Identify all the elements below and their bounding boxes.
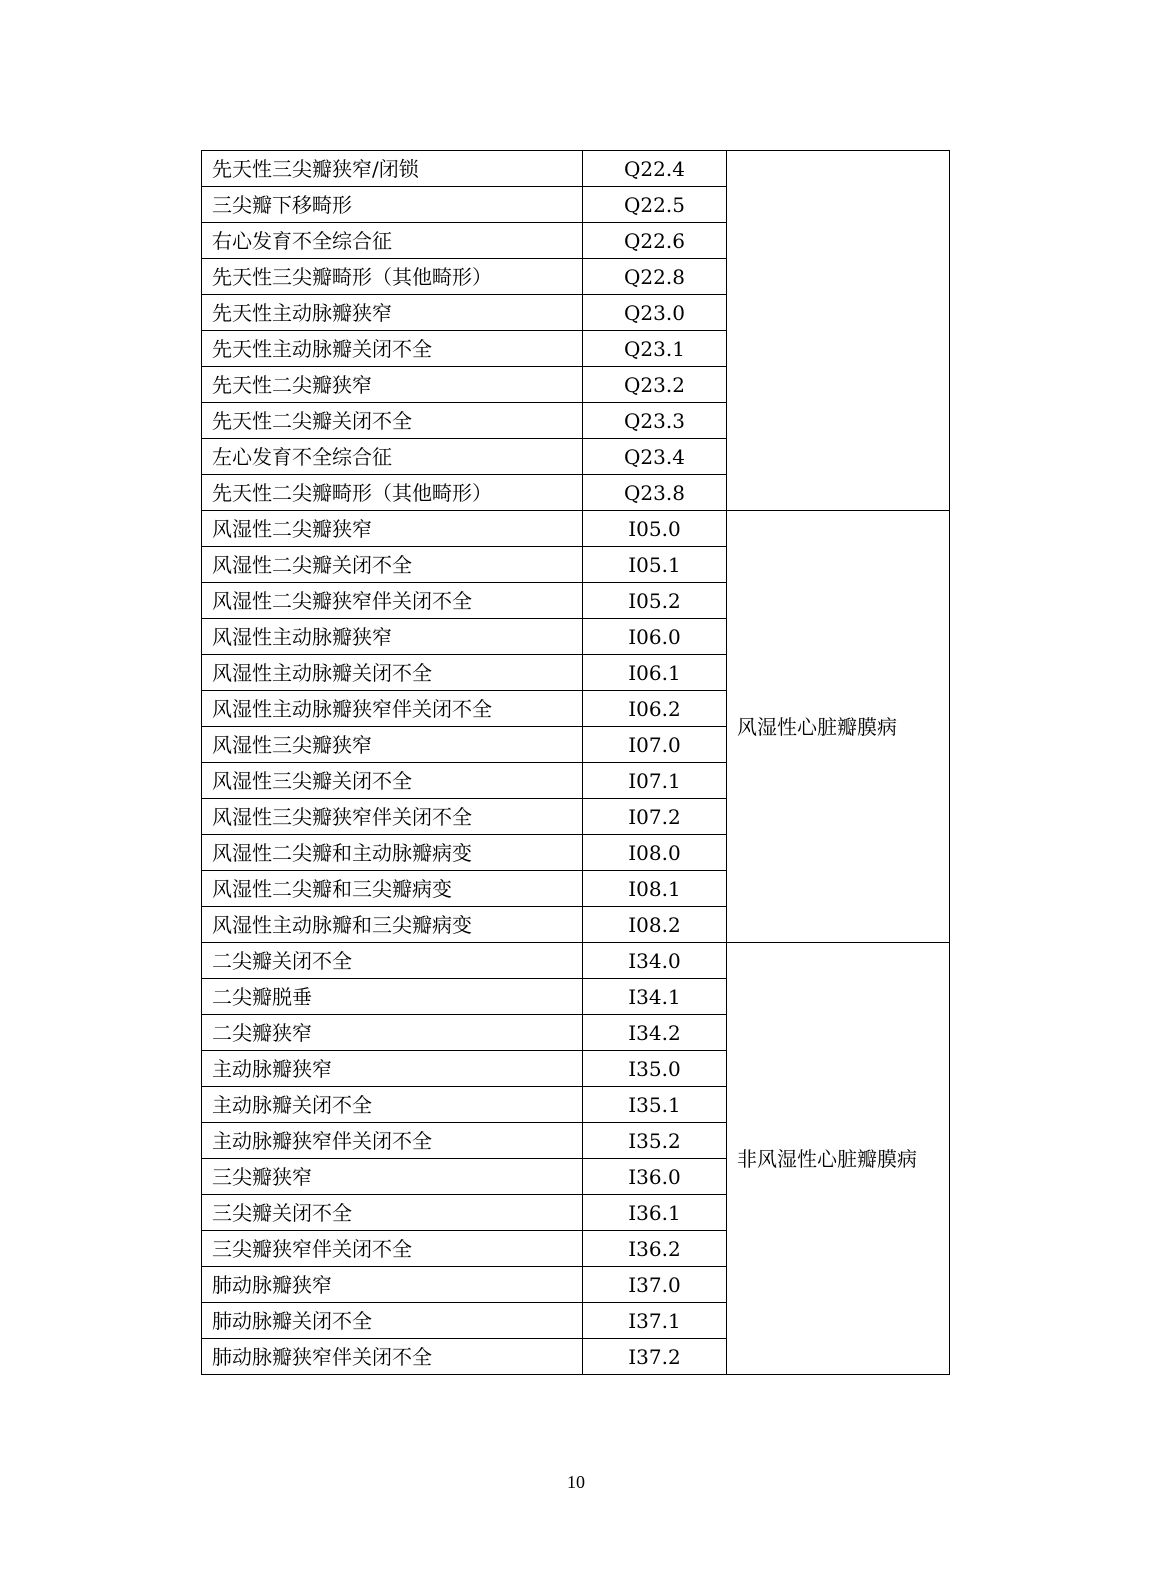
- disease-name-cell: 先天性二尖瓣关闭不全: [202, 403, 583, 439]
- icd-code-cell: I34.2: [583, 1015, 727, 1051]
- icd-code-cell: I05.1: [583, 547, 727, 583]
- disease-name-cell: 先天性三尖瓣狭窄/闭锁: [202, 151, 583, 187]
- disease-name-cell: 风湿性主动脉瓣狭窄伴关闭不全: [202, 691, 583, 727]
- disease-name-cell: 先天性二尖瓣狭窄: [202, 367, 583, 403]
- icd-code-cell: Q23.8: [583, 475, 727, 511]
- category-cell: 风湿性心脏瓣膜病: [727, 511, 950, 943]
- disease-name-cell: 风湿性二尖瓣狭窄: [202, 511, 583, 547]
- disease-name-cell: 风湿性二尖瓣和三尖瓣病变: [202, 871, 583, 907]
- table-body: [202, 151, 950, 1375]
- disease-name-cell: 风湿性三尖瓣狭窄伴关闭不全: [202, 799, 583, 835]
- disease-name-cell: 主动脉瓣狭窄伴关闭不全: [202, 1123, 583, 1159]
- disease-name-cell: 风湿性二尖瓣和主动脉瓣病变: [202, 835, 583, 871]
- icd-code-cell: I36.0: [583, 1159, 727, 1195]
- category-cell: [727, 151, 950, 511]
- disease-name-cell: 风湿性二尖瓣狭窄伴关闭不全: [202, 583, 583, 619]
- icd-code-cell: I35.1: [583, 1087, 727, 1123]
- icd-code-cell: I37.0: [583, 1267, 727, 1303]
- disease-name-cell: 三尖瓣关闭不全: [202, 1195, 583, 1231]
- icd-code-cell: I05.0: [583, 511, 727, 547]
- icd-code-cell: I37.1: [583, 1303, 727, 1339]
- disease-name-cell: 主动脉瓣狭窄: [202, 1051, 583, 1087]
- icd-code-cell: I36.2: [583, 1231, 727, 1267]
- icd-code-cell: I35.2: [583, 1123, 727, 1159]
- disease-name-cell: 先天性主动脉瓣关闭不全: [202, 331, 583, 367]
- icd-code-cell: I34.0: [583, 943, 727, 979]
- icd-code-cell: I08.2: [583, 907, 727, 943]
- table-row: [202, 151, 950, 187]
- disease-name-cell: 二尖瓣关闭不全: [202, 943, 583, 979]
- disease-name-cell: 二尖瓣狭窄: [202, 1015, 583, 1051]
- icd-code-cell: I36.1: [583, 1195, 727, 1231]
- icd-code-cell: Q22.8: [583, 259, 727, 295]
- disease-name-cell: 左心发育不全综合征: [202, 439, 583, 475]
- icd-code-cell: Q22.4: [583, 151, 727, 187]
- disease-name-cell: 风湿性主动脉瓣狭窄: [202, 619, 583, 655]
- disease-name-cell: 风湿性三尖瓣狭窄: [202, 727, 583, 763]
- disease-name-cell: 主动脉瓣关闭不全: [202, 1087, 583, 1123]
- icd-code-cell: I06.0: [583, 619, 727, 655]
- diagnosis-code-table-container: [201, 150, 949, 1375]
- page-number: 10: [567, 1472, 585, 1492]
- disease-name-cell: 风湿性主动脉瓣关闭不全: [202, 655, 583, 691]
- disease-name-cell: 风湿性二尖瓣关闭不全: [202, 547, 583, 583]
- icd-code-cell: I06.1: [583, 655, 727, 691]
- table-row: [202, 511, 950, 547]
- disease-name-cell: 右心发育不全综合征: [202, 223, 583, 259]
- icd-code-cell: I08.0: [583, 835, 727, 871]
- disease-name-cell: 风湿性主动脉瓣和三尖瓣病变: [202, 907, 583, 943]
- icd-code-cell: Q23.1: [583, 331, 727, 367]
- icd-code-cell: I06.2: [583, 691, 727, 727]
- icd-code-cell: I34.1: [583, 979, 727, 1015]
- disease-name-cell: 肺动脉瓣狭窄伴关闭不全: [202, 1339, 583, 1375]
- icd-code-cell: Q23.2: [583, 367, 727, 403]
- category-cell: 非风湿性心脏瓣膜病: [727, 943, 950, 1375]
- icd-code-cell: I05.2: [583, 583, 727, 619]
- icd-code-cell: I07.1: [583, 763, 727, 799]
- disease-name-cell: 肺动脉瓣关闭不全: [202, 1303, 583, 1339]
- disease-name-cell: 先天性主动脉瓣狭窄: [202, 295, 583, 331]
- disease-name-cell: 三尖瓣狭窄: [202, 1159, 583, 1195]
- disease-name-cell: 先天性三尖瓣畸形（其他畸形）: [202, 259, 583, 295]
- diagnosis-code-table: [201, 150, 950, 1375]
- disease-name-cell: 三尖瓣狭窄伴关闭不全: [202, 1231, 583, 1267]
- icd-code-cell: Q23.4: [583, 439, 727, 475]
- disease-name-cell: 三尖瓣下移畸形: [202, 187, 583, 223]
- disease-name-cell: 肺动脉瓣狭窄: [202, 1267, 583, 1303]
- disease-name-cell: 二尖瓣脱垂: [202, 979, 583, 1015]
- icd-code-cell: I37.2: [583, 1339, 727, 1375]
- icd-code-cell: Q22.5: [583, 187, 727, 223]
- disease-name-cell: 先天性二尖瓣畸形（其他畸形）: [202, 475, 583, 511]
- icd-code-cell: I08.1: [583, 871, 727, 907]
- icd-code-cell: I35.0: [583, 1051, 727, 1087]
- icd-code-cell: I07.0: [583, 727, 727, 763]
- icd-code-cell: Q22.6: [583, 223, 727, 259]
- icd-code-cell: Q23.0: [583, 295, 727, 331]
- disease-name-cell: 风湿性三尖瓣关闭不全: [202, 763, 583, 799]
- icd-code-cell: I07.2: [583, 799, 727, 835]
- icd-code-cell: Q23.3: [583, 403, 727, 439]
- table-row: [202, 943, 950, 979]
